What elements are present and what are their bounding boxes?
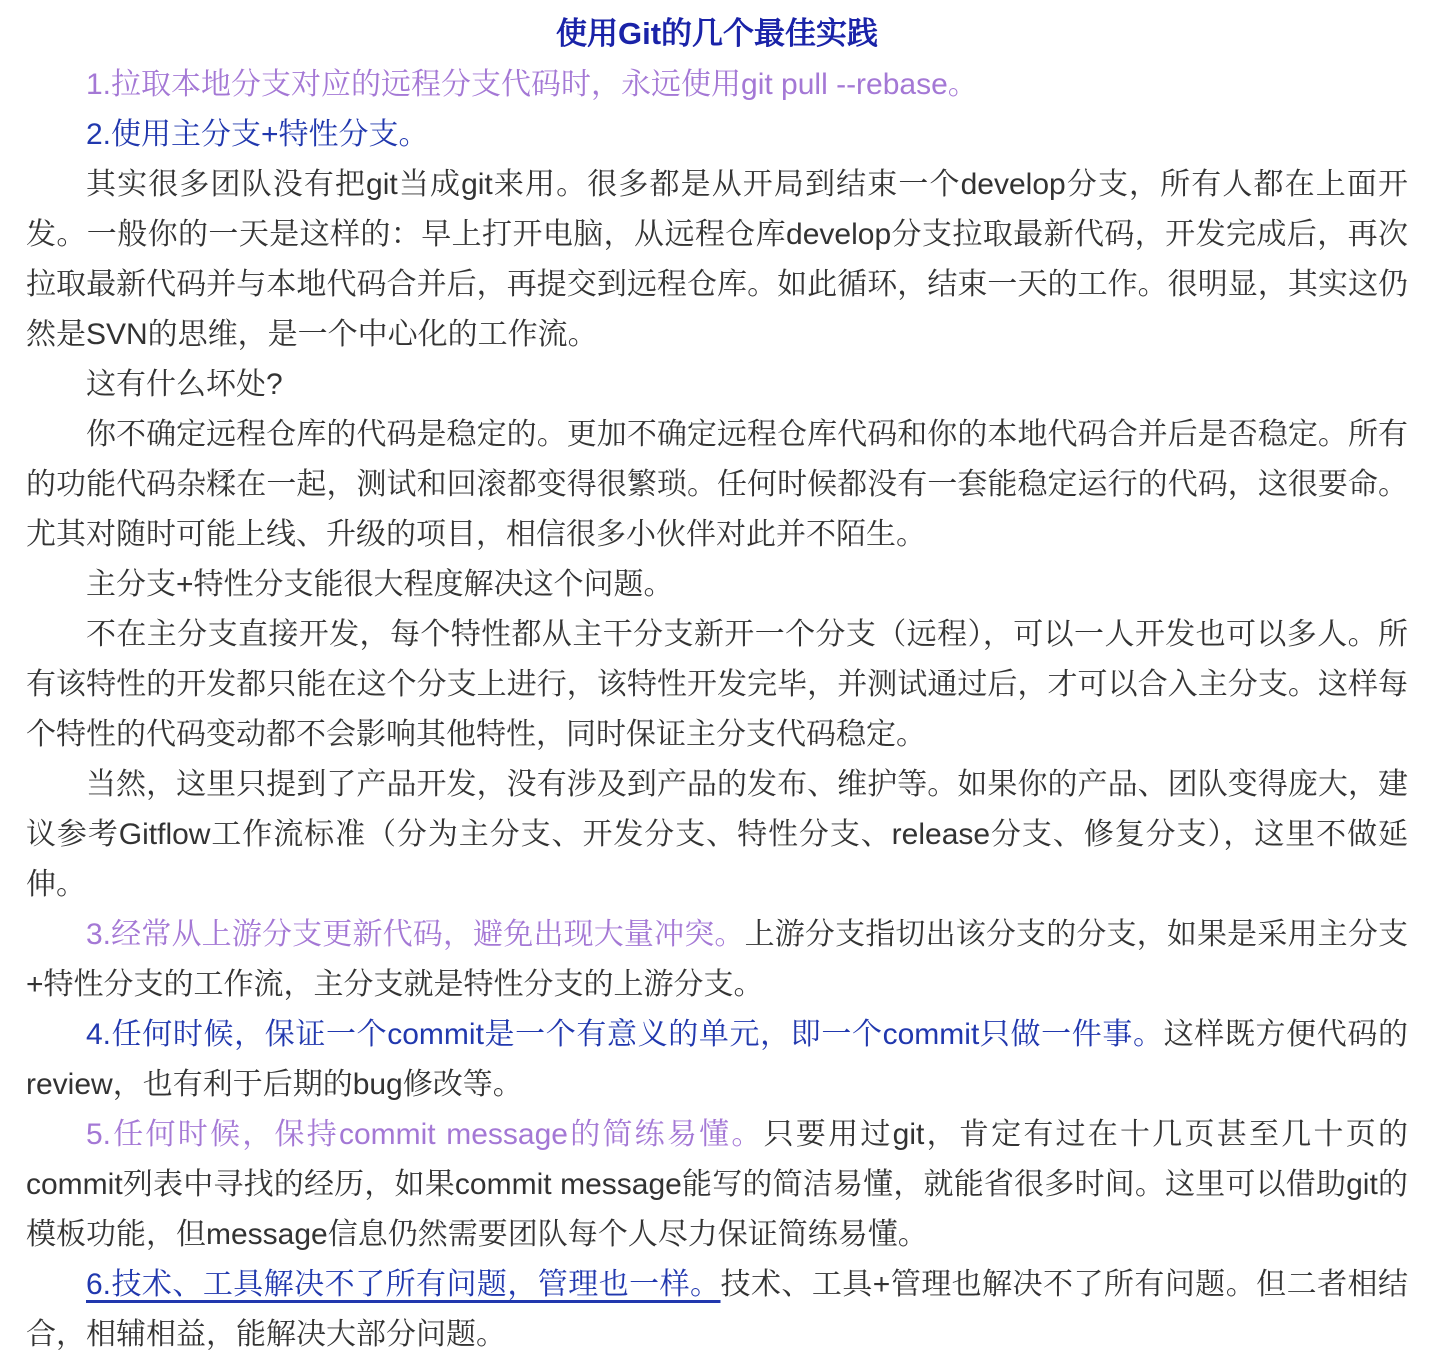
paragraph [26,1110,1408,1260]
paragraph [26,160,1408,360]
paragraph [26,910,1408,1010]
page-title: 使用Git的几个最佳实践 [555,16,879,51]
text-segment-body: 上游分支指切出该分支的分支，如果是采用主分支+特性分支的工作流，主分支就是特性分支的上游分支。 [26,918,1408,1001]
text-segment-body: 技术、工具+管理也解决不了所有问题。但二者相结合，相辅相益，能解决大部分问题。 [26,1268,1408,1351]
paragraph [26,760,1408,910]
paragraph [26,1260,1408,1360]
text-segment-body: 不在主分支直接开发，每个特性都从主干分支新开一个分支（远程），可以一人开发也可以多人。所有该特性的开发都只能在这个分支上进行，该特性开发完毕，并测试通过后，才可以合入主分支。这样每个特性的代码变动都不会影响其他特性，同时保证主分支代码稳定。 [26,618,1408,751]
text-segment-body: 其实很多团队没有把git当成git来用。很多都是从开局到结束一个develop分支，所有人都在上面开发。一般你的一天是这样的：早上打开电脑，从远程仓库develop分支拉取最新代码，开发完成后，再次拉取最新代码并与本地代码合并后，再提交到远程仓库。如此循环，结束一天的工作。很明显，其实这仍然是SVN的思维，是一个中心化的工作流。 [26,168,1408,351]
text-segment-body: 这有什么坏处? [86,368,283,401]
text-segment-blue-underline[interactable]: 6.技术、工具解决不了所有问题，管理也一样。 [86,1268,721,1301]
text-segment-body: 只要用过git，肯定有过在十几页甚至几十页的commit列表中寻找的经历，如果commit message能写的简洁易懂，就能省很多时间。这里可以借助git的模板功能，但message信息仍然需要团队每个人尽力保证简练易懂。 [26,1118,1409,1251]
text-segment-body: 这样既方便代码的review，也有利于后期的bug修改等。 [26,1018,1408,1101]
paragraph [26,610,1408,760]
paragraph [26,360,1408,410]
text-segment-purple: 1.拉取本地分支对应的远程分支代码时，永远使用git pull --rebase。 [86,68,978,101]
text-segment-purple: 3.经常从上游分支更新代码，避免出现大量冲突。 [86,918,745,951]
paragraph [26,60,1408,110]
text-segment-body: 你不确定远程仓库的代码是稳定的。更加不确定远程仓库代码和你的本地代码合并后是否稳定。所有的功能代码杂糅在一起，测试和回滚都变得很繁琐。任何时候都没有一套能稳定运行的代码，这很要命。尤其对随时可能上线、升级的项目，相信很多小伙伴对此并不陌生。 [26,418,1408,551]
article-body [26,60,1408,1360]
paragraph [26,560,1408,610]
paragraph [26,410,1408,560]
text-segment-purple: 5.任何时候，保持commit message的简练易懂。 [86,1118,764,1151]
paragraph [26,110,1408,160]
text-segment-blue: 4.任何时候，保证一个commit是一个有意义的单元，即一个commit只做一件事。 [86,1018,1164,1051]
paragraph [26,1010,1408,1110]
text-segment-blue: 2.使用主分支+特性分支。 [86,118,429,151]
text-segment-body: 当然，这里只提到了产品开发，没有涉及到产品的发布、维护等。如果你的产品、团队变得庞大，建议参考Gitflow工作流标准（分为主分支、开发分支、特性分支、release分支、修复分支），这里不做延伸。 [26,768,1408,901]
text-segment-body: 主分支+特性分支能很大程度解决这个问题。 [86,568,674,601]
